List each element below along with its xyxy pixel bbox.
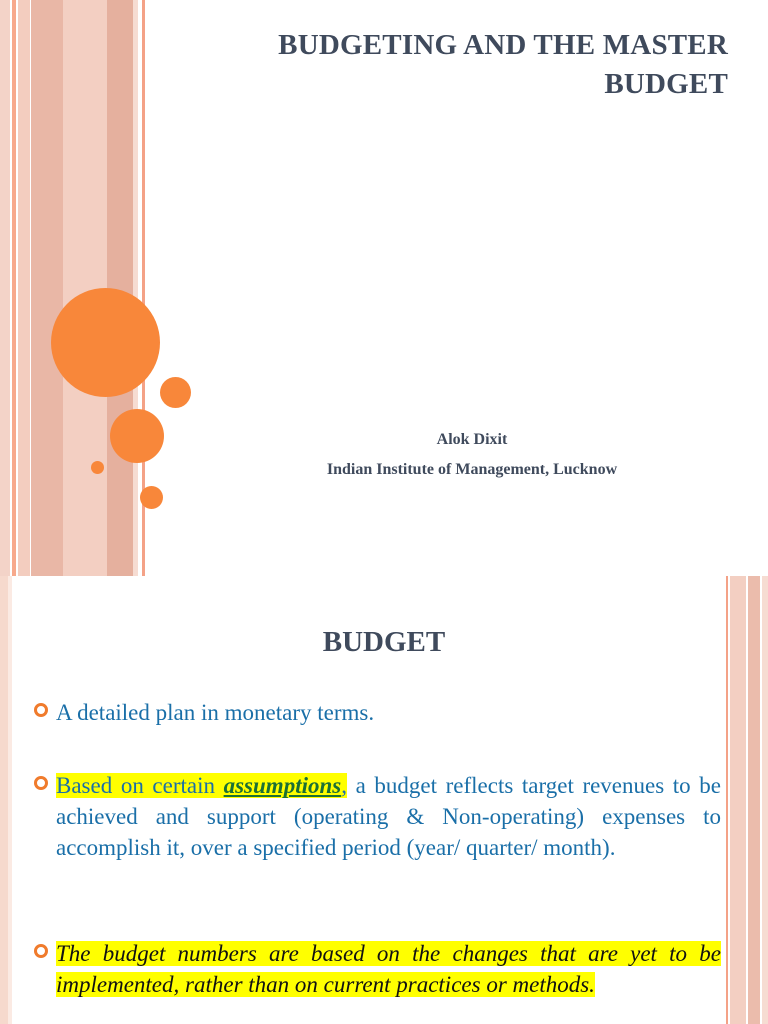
decorative-stripe xyxy=(133,0,138,576)
bullet-icon xyxy=(34,944,48,958)
bullet-text-prefix: Based on certain xyxy=(56,773,224,798)
decorative-circle xyxy=(140,486,163,509)
bullet-item xyxy=(56,770,721,863)
bullet-icon xyxy=(34,703,48,717)
bullet-comma: , xyxy=(341,773,347,798)
decorative-circle xyxy=(160,377,191,408)
bullet-icon xyxy=(34,776,48,790)
decorative-stripe xyxy=(12,0,16,576)
author-block xyxy=(250,425,694,485)
bullet-item xyxy=(56,938,721,1000)
decorative-circle xyxy=(110,409,164,463)
bullet-text: A detailed plan in monetary terms. xyxy=(56,700,375,725)
highlighted-phrase xyxy=(56,773,347,798)
slide-title: BUDGET xyxy=(322,626,446,658)
decorative-stripe xyxy=(18,0,30,576)
bullet-item xyxy=(56,697,721,728)
decorative-stripe xyxy=(0,0,10,576)
content-slide xyxy=(0,576,768,1024)
decorative-circle xyxy=(91,461,104,474)
author-affiliation: Indian Institute of Management, Lucknow xyxy=(326,461,618,478)
decorative-stripe xyxy=(31,0,63,576)
key-term: assumptions xyxy=(223,773,342,798)
author-name: Alok Dixit xyxy=(436,431,508,448)
slide-title: BUDGETING AND THE MASTER BUDGET xyxy=(278,29,728,100)
decorative-circle-large xyxy=(51,288,160,397)
bullet-text: a budget reflects target revenues to be achieved and support (operating & Non-operating) expenses to accomplish it, over a specified period (year/ quarter/ month). xyxy=(56,773,721,860)
bullet-text: The budget numbers are based on the changes that are yet to be implemented, rather than on current practices or methods. xyxy=(56,941,721,997)
